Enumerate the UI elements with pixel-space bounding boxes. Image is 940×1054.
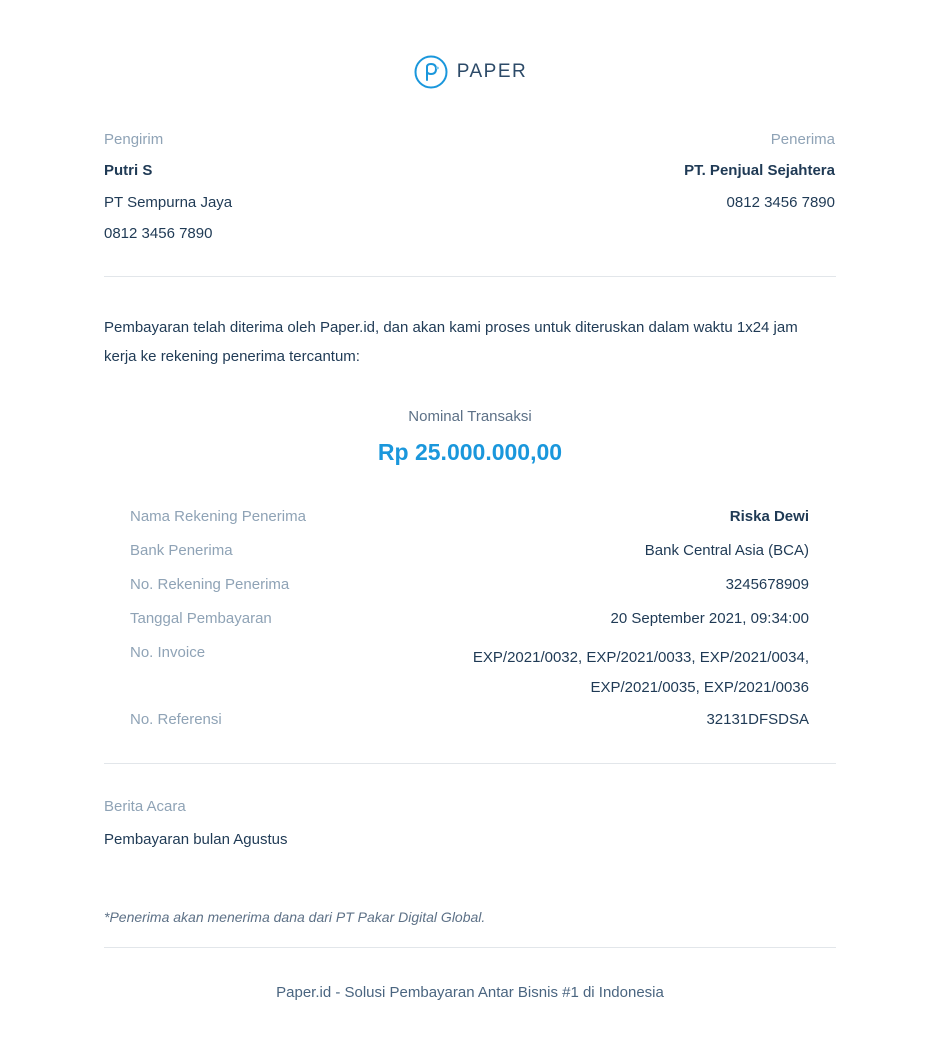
recipient-name: PT. Penjual Sejahtera	[684, 162, 835, 179]
sender-label: Pengirim	[104, 131, 164, 148]
nominal-label: Nominal Transaksi	[408, 408, 532, 425]
payment-message-line: kerja ke rekening penerima tercantum:	[104, 348, 360, 365]
reference-value: 32131DFSDSA	[706, 711, 809, 728]
paper-logo-icon	[413, 54, 449, 90]
divider	[104, 947, 836, 948]
payment-date-value: 20 September 2021, 09:34:00	[610, 610, 809, 627]
divider	[104, 763, 836, 764]
footnote: *Penerima akan menerima dana dari PT Pakar Digital Global.	[104, 909, 486, 925]
recipient-label: Penerima	[770, 131, 835, 148]
invoice-line: EXP/2021/0035, EXP/2021/0036	[590, 679, 809, 696]
bank-value: Bank Central Asia (BCA)	[644, 542, 809, 559]
account-number-label: No. Rekening Penerima	[130, 576, 290, 593]
payment-date-label: Tanggal Pembayaran	[130, 610, 272, 627]
sender-name: Putri S	[104, 162, 153, 179]
footer-tagline: Paper.id - Solusi Pembayaran Antar Bisnis #1 di Indonesia	[276, 984, 664, 1001]
brand-logo	[0, 52, 940, 92]
invoice-line: EXP/2021/0032, EXP/2021/0033, EXP/2021/0034,	[472, 649, 809, 666]
reference-label: No. Referensi	[130, 711, 222, 728]
account-number-value: 3245678909	[725, 576, 809, 593]
payment-message-line: Pembayaran telah diterima oleh Paper.id, dan akan kami proses untuk diteruskan dalam waktu 1x24 jam	[104, 319, 798, 336]
divider	[104, 276, 836, 277]
invoice-value	[473, 643, 809, 703]
note-value: Pembayaran bulan Agustus	[104, 831, 288, 848]
sender-company: PT Sempurna Jaya	[104, 194, 233, 211]
nominal-amount: Rp 25.000.000,00	[377, 439, 563, 465]
account-name-label: Nama Rekening Penerima	[130, 508, 306, 525]
brand-name: PAPER	[456, 61, 528, 82]
payment-message	[104, 313, 836, 371]
note-label: Berita Acara	[104, 798, 186, 815]
bank-label: Bank Penerima	[130, 542, 233, 559]
invoice-label: No. Invoice	[130, 644, 206, 661]
recipient-phone: 0812 3456 7890	[726, 194, 835, 211]
sender-phone: 0812 3456 7890	[104, 225, 213, 242]
account-name-value: Riska Dewi	[729, 508, 809, 525]
